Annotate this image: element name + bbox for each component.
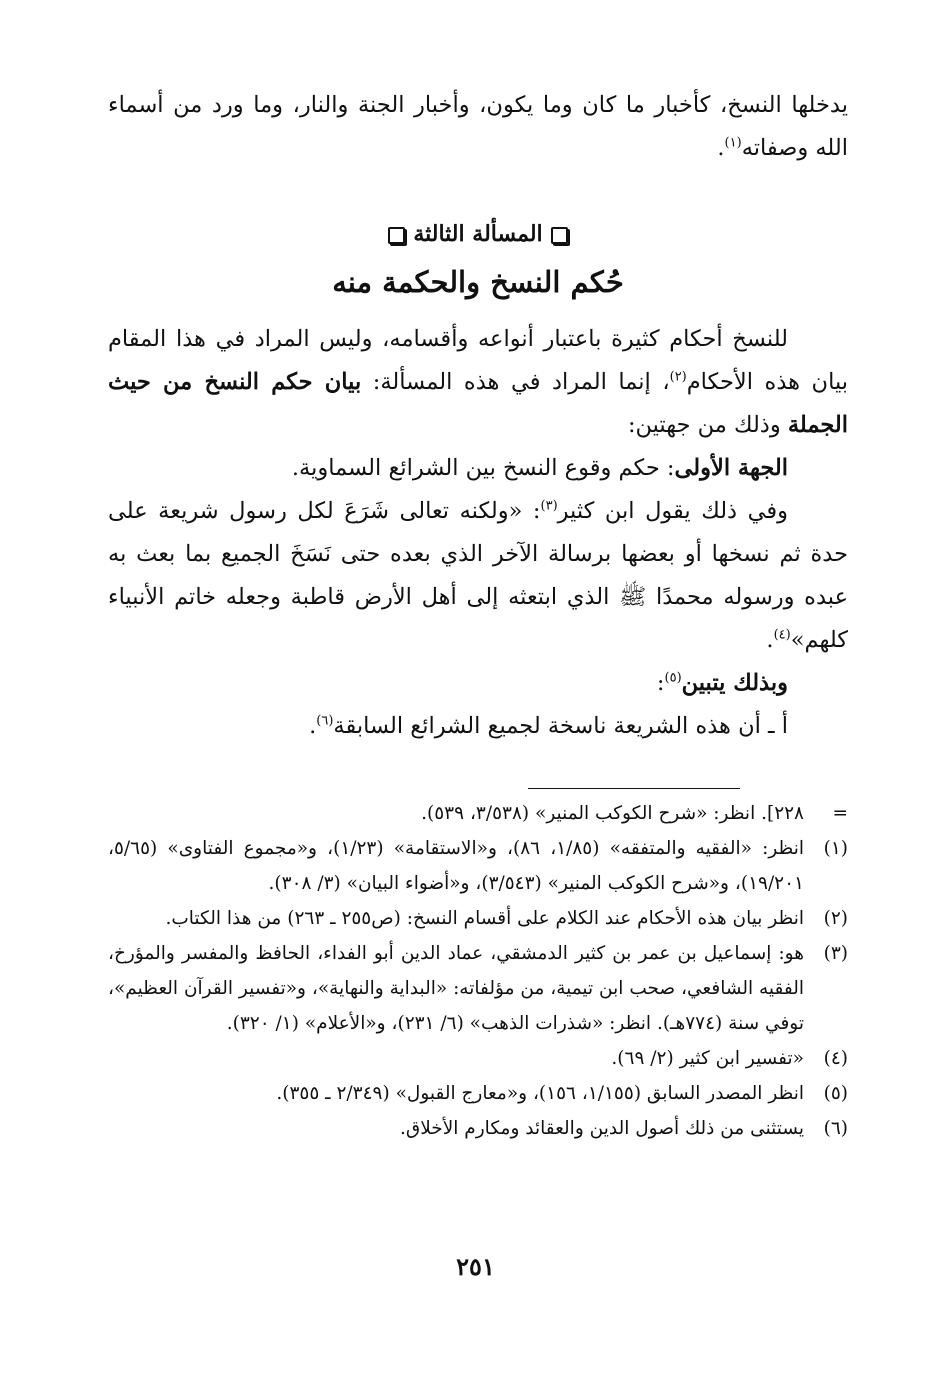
square-ornament-icon	[388, 227, 405, 244]
paragraph-first-aspect	[108, 447, 848, 490]
bold-phrase: بيان حكم النسخ من حيث الجملة	[108, 369, 848, 438]
footnote-ref[interactable]: (٦)	[316, 713, 334, 729]
footnote	[108, 1111, 848, 1146]
footnote	[108, 796, 848, 831]
section-label: المسألة الثالثة	[413, 221, 543, 247]
footnote	[108, 1041, 848, 1076]
paragraph-text: للنسخ أحكام كثيرة باعتبار أنواعه وأقسامه، وليس المراد في هذا المقام بيان هذه الأحكام	[108, 326, 848, 395]
punctuation: :	[656, 670, 665, 696]
paragraph-conclusion-lead	[108, 662, 848, 705]
square-ornament-icon	[551, 227, 568, 244]
paragraph-text: : حكم وقوع النسخ بين الشرائع السماوية.	[291, 455, 675, 481]
footnote-ref[interactable]: (٥)	[664, 670, 682, 686]
paragraph-text: وذلك من جهتين:	[627, 412, 788, 438]
footnote-ref[interactable]: (٤)	[773, 627, 791, 643]
footnote-ref[interactable]: (٣)	[540, 498, 558, 514]
footnote-text: انظر: «الفقيه والمتفقه» (١/٨٥، ٨٦)، و«الاستقامة» (١/٢٣)، و«مجموع الفتاوى» (٥/٦٥، ١٩/٢٠١)، و«شرح الكوكب المنير» (٣/٥٤٣)، و«أضواء البيان» (٣/ ٣٠٨).	[108, 838, 804, 894]
footnote-number: (٤)	[823, 1048, 848, 1069]
footnote-number: (٢)	[823, 908, 848, 929]
footnotes-section	[108, 788, 848, 1146]
footnote-ref[interactable]: (٢)	[669, 369, 687, 385]
quotation-text: : «ولكنه تعالى شَرَعَ لكل رسول شريعة على حدة ثم نسخها أو بعضها برسالة الآخر الذي بعده حتى نَسَخَ الجميع بما بعث به عبده ورسوله محمدًا ﷺ الذي ابتعثه إلى أهل الأرض قاطبة وجعله خاتم الأنبياء كلهم»	[108, 498, 848, 653]
footnote-number: (٦)	[823, 1118, 848, 1139]
footnote	[108, 831, 848, 901]
bold-phrase: الجهة الأولى	[674, 455, 788, 481]
footnote-ref[interactable]: (١)	[724, 135, 742, 151]
paragraph-continuation	[108, 84, 848, 170]
footnote	[108, 901, 848, 936]
footnote-number: =	[832, 803, 848, 824]
footnote-number: (٥)	[823, 1083, 848, 1104]
bold-phrase: وبذلك يتبين	[681, 670, 788, 696]
footnote-text: انظر بيان هذه الأحكام عند الكلام على أقسام النسخ: (ص٢٥٥ ـ ٢٦٣) من هذا الكتاب.	[165, 908, 804, 929]
chapter-title: حُكم النسخ والحكمة منه	[332, 265, 624, 299]
paragraph-text: ، إنما المراد في هذه المسألة:	[361, 369, 670, 395]
page-body	[108, 84, 848, 748]
paragraph-text: أ ـ أن هذه الشريعة ناسخة لجميع الشرائع السابقة	[333, 713, 788, 739]
footnote-number: (١)	[823, 838, 848, 859]
footnote-number: (٣)	[823, 943, 848, 964]
footnote-text: يستثنى من ذلك أصول الدين والعقائد ومكارم الأخلاق.	[400, 1118, 804, 1139]
footnote-text: «تفسير ابن كثير (٢/ ٦٩).	[611, 1048, 804, 1069]
footnote	[108, 936, 848, 1041]
punctuation: .	[717, 135, 725, 161]
footnote-text: ٢٢٨]. انظر: «شرح الكوكب المنير» (٣/٥٣٨، ٥٣٩).	[421, 803, 804, 824]
paragraph-point-a	[108, 705, 848, 748]
paragraph-quote	[108, 490, 848, 662]
footnote-text: هو: إسماعيل بن عمر بن كثير الدمشقي، عماد الدين أبو الفداء، الحافظ والمفسر والمؤرخ، الفقيه الشافعي، صحب ابن تيمية، من مؤلفاته: «البداية والنهاية»، و«تفسير القرآن العظيم»، توفي سنة (٧٧٤هـ). انظر: «شذرات الذهب» (٦/ ٢٣١)، و«الأعلام» (١/ ٣٢٠).	[108, 943, 804, 1034]
footnote-text: انظر المصدر السابق (١/١٥٥، ١٥٦)، و«معارج القبول» (٢/٣٤٩ ـ ٣٥٥).	[276, 1083, 804, 1104]
footnote	[108, 1076, 848, 1111]
paragraph-text: وفي ذلك يقول ابن كثير	[557, 498, 788, 524]
section-heading	[108, 214, 848, 254]
punctuation: .	[766, 627, 774, 653]
paragraph-intro	[108, 318, 848, 447]
punctuation: .	[309, 713, 317, 739]
footnote-divider	[528, 788, 740, 789]
paragraph-text: يدخلها النسخ، كأخبار ما كان وما يكون، وأخبار الجنة والنار، وما ورد من أسماء الله وصفاته	[108, 92, 848, 161]
page-number: ٢٥١	[456, 1252, 495, 1281]
